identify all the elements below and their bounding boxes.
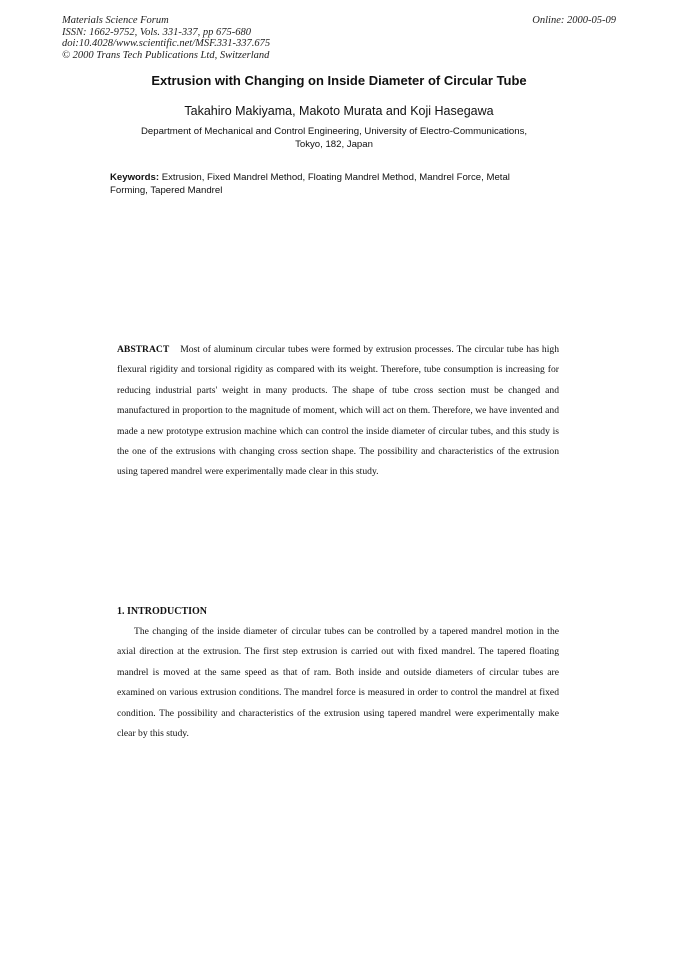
abstract-text: Most of aluminum circular tubes were formed by extrusion processes. The circular tube has high flexural rigidity and torsional rigidity as compared with its weight. Therefore, tube consumption is increasing for reducing industrial parts' weight in many products. The shape of tube cross section must be changed and manufactured in proportion to the magnitude of moment, which will act on them. Therefore, we have invented and made a new prototype extrusion machine which can control the inside diameter of circular tubes, and this study is the one of the extrusions with changing cross section shape. The possibility and characteristics of the extrusion using tapered mandrel were experimentally made clear in this study.	[117, 344, 559, 478]
online-date: Online: 2000-05-09	[532, 15, 616, 26]
journal-name: Materials Science Forum	[62, 15, 169, 26]
journal-issn: ISSN: 1662-9752, Vols. 331-337, pp 675-680	[62, 26, 251, 38]
affiliation-line: Department of Mechanical and Control Engineering, University of Electro-Communications,	[140, 126, 528, 137]
introduction-text: The changing of the inside diameter of circular tubes can be controlled by a tapered mandrel motion in the axial direction at the extrusion. The first step extrusion is carried out with fixed mandrel. The tapered floating mandrel is moved at the same speed as that of ram. Both inside and outside diameters of circular tubes are examined on various extrusion conditions. The mandrel force is measured in order to control the mandrel at fixed condition. The possibility and characteristics of the extrusion using tapered mandrel were experimentally make clear by this study.	[117, 626, 559, 740]
keywords	[110, 172, 550, 197]
paper-authors: Takahiro Makiyama, Makoto Murata and Koji Hasegawa	[184, 104, 494, 118]
introduction-heading: 1. INTRODUCTION	[117, 606, 208, 617]
abstract-label: ABSTRACT	[117, 344, 170, 355]
journal-doi[interactable]: doi:10.4028/www.scientific.net/MSF.331-337.675	[62, 38, 271, 49]
keywords-label: Keywords:	[110, 172, 160, 183]
affiliation-line: Tokyo, 182, Japan	[295, 138, 373, 150]
journal-copyright: © 2000 Trans Tech Publications Ltd, Switzerland	[62, 49, 270, 61]
keywords-text: Extrusion, Fixed Mandrel Method, Floating Mandrel Method, Mandrel Force, Metal Forming, Tapered Mandrel	[110, 172, 510, 196]
abstract	[117, 340, 559, 483]
author-affiliation	[110, 126, 558, 151]
paper-title: Extrusion with Changing on Inside Diameter of Circular Tube	[151, 73, 527, 88]
journal-header	[62, 15, 270, 61]
